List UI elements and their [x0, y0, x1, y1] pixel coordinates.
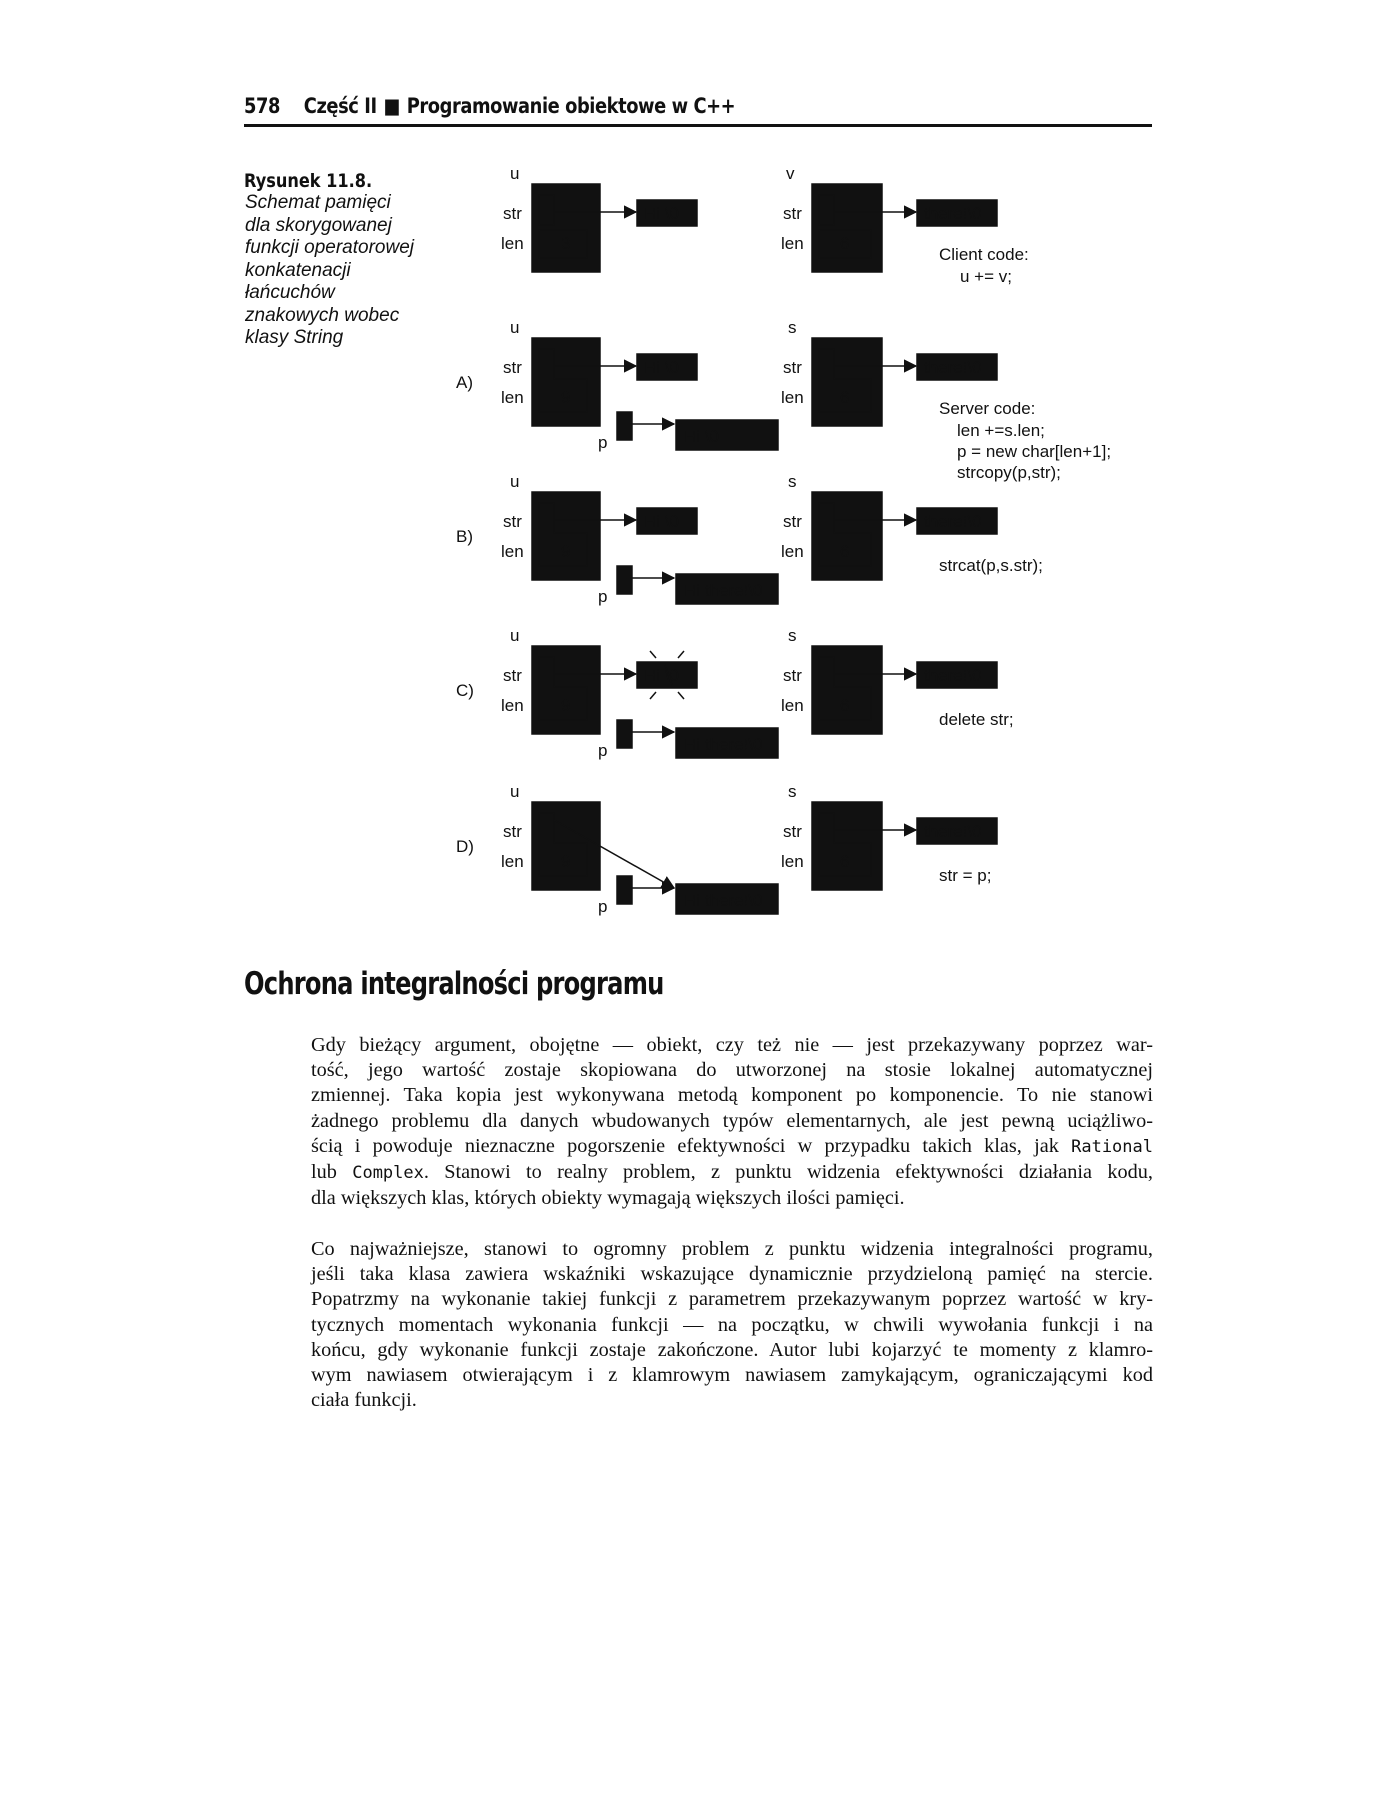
caption-line: funkcji operatorowej — [245, 237, 414, 258]
row-label: B) — [456, 527, 473, 546]
body-paragraph-1 — [311, 1033, 1153, 1211]
field-label-len: len — [781, 388, 804, 407]
code-line: str = p; — [939, 866, 992, 885]
text-line: jeśli taka klasa zawiera wskaźniki wskazujące dynamicznie przydzieloną pamięć na stercie. — [311, 1263, 1153, 1286]
var-name: s — [788, 626, 797, 645]
var-name: s — [788, 472, 797, 491]
part-label: Część II — [303, 94, 377, 118]
text-line: zmiennej. Taka kopia jest wykonywana metodą komponent po komponencie. To nie stanowi — [311, 1084, 1153, 1107]
caption-line: znakowych wobec — [245, 304, 400, 326]
field-label-str: str — [503, 666, 522, 685]
len-value: 9 — [561, 388, 571, 407]
text-fragment: . Stanowi to realny problem, z punktu widzenia efektywności działania kodu, — [423, 1161, 1153, 1184]
len-value: 9 — [561, 542, 571, 561]
p-pointer-cell — [617, 720, 632, 748]
code-line: Server code: — [939, 399, 1036, 418]
field-label-len: len — [781, 234, 804, 253]
field-label-str: str — [783, 358, 802, 377]
field-label-str: str — [783, 512, 802, 531]
heap-text: Hi \0 — [684, 427, 719, 446]
page-number: 578 — [244, 94, 280, 118]
code-line: Client code: — [939, 245, 1029, 264]
text-line: wym nawiasem otwierającym i z klamrowym nawiasem zamykającym, ograniczającymi kod — [311, 1364, 1153, 1387]
len-value: 6 — [840, 234, 850, 253]
text-line: Co najważniejsze, stanowi to ogromny problem z punktu widzenia integralności programu, — [311, 1238, 1153, 1260]
field-label-len: len — [501, 388, 524, 407]
field-label-str: str — [503, 204, 522, 223]
heap-text: there!\0 — [924, 512, 982, 531]
field-label-len: len — [781, 696, 804, 715]
heap-text: there!\0 — [924, 358, 982, 377]
len-value: 6 — [840, 542, 850, 561]
var-name: u — [510, 782, 520, 801]
p-label: p — [598, 741, 608, 760]
str-pointer-cell — [539, 195, 554, 225]
heap-text: Hi there!\0 — [684, 891, 763, 910]
caption-line: konkatenacji — [245, 259, 351, 281]
text-line — [311, 1134, 1153, 1160]
p-pointer-cell — [617, 566, 632, 594]
code-line: delete str; — [939, 710, 1014, 729]
diagram-shapes — [532, 184, 997, 914]
len-value: 9 — [561, 696, 571, 715]
p-pointer-cell — [617, 876, 632, 904]
str-pointer-cell — [819, 195, 834, 225]
field-label-str: str — [503, 512, 522, 531]
text-line: ciała funkcji. — [311, 1389, 417, 1412]
field-label-str: str — [503, 822, 522, 841]
text-line: Popatrzmy na wykonanie takiej funkcji z parametrem przekazywanym poprzez wartość w kry- — [311, 1288, 1153, 1311]
field-label-len: len — [781, 852, 804, 871]
row-label: C) — [456, 681, 474, 700]
text-fragment: ścią i powoduje nieznaczne pogorszenie efektywności w przypadku takich klas, jak — [311, 1134, 1059, 1157]
p-label: p — [598, 587, 608, 606]
text-line: tość, jego wartość zostaje skopiowana do utworzonej na stosie lokalnej automatycznej — [311, 1059, 1153, 1082]
var-name: u — [510, 318, 520, 337]
figure-caption-title: Rysunek 11.8. — [244, 170, 373, 192]
field-label-len: len — [501, 234, 524, 253]
field-label-str: str — [783, 666, 802, 685]
caption-line: łańcuchów — [245, 282, 335, 303]
field-label-len: len — [501, 852, 524, 871]
p-pointer-cell — [617, 412, 632, 440]
code-line: p = new char[len+1]; — [957, 442, 1112, 461]
len-value: 6 — [840, 696, 850, 715]
var-name: v — [786, 164, 795, 183]
len-value: 6 — [840, 388, 850, 407]
code-line: strcat(p,s.str); — [939, 556, 1043, 575]
heap-text: there!\0 — [924, 822, 982, 841]
row-label: A) — [456, 373, 473, 392]
var-name: u — [510, 626, 520, 645]
heap-text: Hi \0 — [644, 666, 679, 685]
text-line: tycznych momentach wykonania funkcji — na początku, w chwili wywołania funkcji i na — [311, 1313, 1153, 1336]
section-heading: Ochrona integralności programu — [244, 966, 664, 1002]
inline-code-rational: Rational — [1071, 1136, 1153, 1157]
text-line: dla większych klas, których obiekty wymagają większych ilości pamięci. — [311, 1187, 905, 1210]
len-value: 6 — [840, 852, 850, 871]
header-separator: ■ — [383, 94, 400, 118]
var-name: s — [788, 782, 797, 801]
var-name: u — [510, 164, 520, 183]
caption-line: Schemat pamięci — [245, 192, 391, 213]
text-line: Gdy bieżący argument, obojętne — obiekt, czy też nie — jest przekazywany poprzez war- — [311, 1034, 1153, 1056]
text-line — [311, 1160, 1153, 1186]
var-name: u — [510, 472, 520, 491]
heap-text: Hi there!\0 — [684, 735, 763, 754]
heap-text: Hi there!\0 — [684, 581, 763, 600]
p-label: p — [598, 897, 608, 916]
len-value: 9 — [561, 852, 571, 871]
field-label-str: str — [783, 204, 802, 223]
code-line: len +=s.len; — [957, 421, 1045, 440]
len-value: 3 — [561, 234, 571, 253]
heap-text: there!\0 — [924, 204, 982, 223]
text-fragment: lub — [311, 1161, 337, 1184]
field-label-len: len — [781, 542, 804, 561]
header-title: Programowanie obiektowe w C++ — [406, 94, 736, 118]
heap-text: Hi \0 — [644, 358, 679, 377]
heap-text: Hi \0 — [644, 512, 679, 531]
caption-line: klasy String — [245, 327, 344, 348]
code-line: u += v; — [960, 267, 1012, 286]
body-paragraph-2 — [311, 1237, 1153, 1413]
var-name: s — [788, 318, 797, 337]
code-line: strcopy(p,str); — [957, 463, 1061, 482]
heap-text: there!\0 — [924, 666, 982, 685]
inline-code-complex: Complex — [352, 1163, 424, 1184]
caption-line: dla skorygowanej — [245, 214, 392, 236]
field-label-len: len — [501, 542, 524, 561]
row-label: D) — [456, 837, 474, 856]
p-label: p — [598, 433, 608, 452]
field-label-str: str — [503, 358, 522, 377]
field-label-str: str — [783, 822, 802, 841]
text-line: żadnego problemu dla danych wbudowanych typów elementarnych, ale jest pewną uciążliwo- — [311, 1109, 1153, 1132]
heap-text: Hi \0 — [644, 204, 679, 223]
text-line: końcu, gdy wykonanie funkcji zostaje zakończone. Autor lubi kojarzyć te momenty z klamro- — [311, 1338, 1153, 1361]
field-label-len: len — [501, 696, 524, 715]
